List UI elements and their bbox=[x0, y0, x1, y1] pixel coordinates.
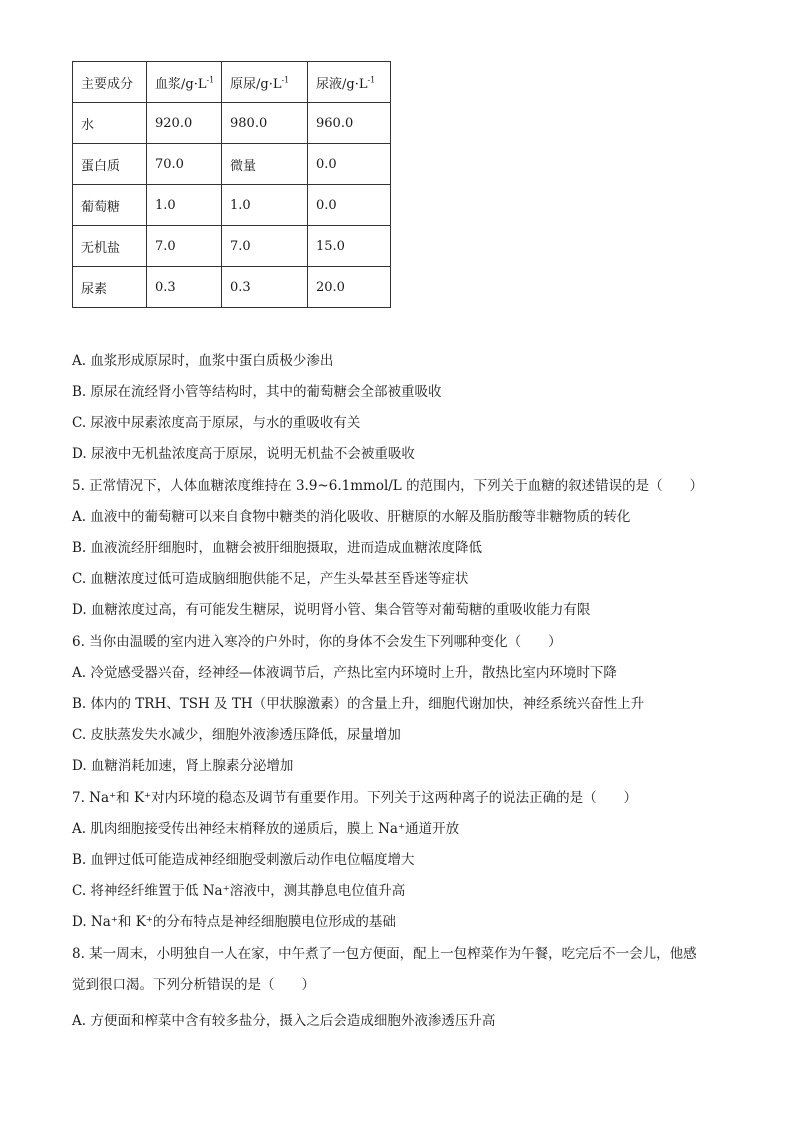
option-line: D. 尿液中无机盐浓度高于原尿，说明无机盐不会被重吸收 bbox=[72, 446, 415, 462]
question-stem: 5. 正常情况下，人体血糖浓度维持在 3.9~6.1mmol/L 的范围内，下列关于血糖的叙述错误的是（ ） bbox=[72, 478, 704, 494]
table-cell: 无机盐 bbox=[73, 226, 147, 267]
header-cell: 原尿$/g\cdot L^{-1}$ bbox=[222, 62, 308, 103]
question-stem-continued: 觉到很口渴。下列分析错误的是（ ） bbox=[72, 977, 315, 993]
table-cell: 0.0 bbox=[308, 185, 391, 226]
question-stem: 7. Na⁺和 K⁺对内环境的稳态及调节有重要作用。下列关于这两种离子的说法正确的是（ ） bbox=[72, 790, 638, 806]
option-line: C. 血糖浓度过低可造成脑细胞供能不足，产生头晕甚至昏迷等症状 bbox=[72, 571, 469, 587]
table-cell: 70.0 bbox=[147, 144, 222, 185]
table-cell: 7.0 bbox=[147, 226, 222, 267]
table-cell: 960.0 bbox=[308, 103, 391, 144]
option-line: C. 将神经纤维置于低 Na⁺溶液中，测其静息电位值升高 bbox=[72, 883, 406, 899]
option-line: A. 方便面和榨菜中含有较多盐分，摄入之后会造成细胞外液渗透压升高 bbox=[72, 1013, 496, 1029]
table-cell: 尿素 bbox=[73, 267, 147, 308]
option-line: A. 冷觉感受器兴奋，经神经—体液调节后，产热比室内环境时上升，散热比室内环境时下降 bbox=[72, 665, 617, 681]
header-cell: 主要成分 bbox=[73, 62, 147, 103]
option-line: A. 血液中的葡萄糖可以来自食物中糖类的消化吸收、肝糖原的水解及脂肪酸等非糖物质的转化 bbox=[72, 509, 631, 525]
option-line: B. 体内的 TRH、TSH 及 TH（甲状腺激素）的含量上升，细胞代谢加快，神经系统兴奋性上升 bbox=[72, 696, 645, 712]
option-line: A. 肌肉细胞接受传出神经末梢释放的递质后，膜上 Na⁺通道开放 bbox=[72, 821, 460, 837]
question-stem: 8. 某一周末，小明独自一人在家，中午煮了一包方便面，配上一包榨菜作为午餐，吃完后不一会儿，他感 bbox=[72, 946, 697, 962]
option-line: D. 血糖消耗加速，肾上腺素分泌增加 bbox=[72, 758, 294, 774]
table-cell: 水 bbox=[73, 103, 147, 144]
table-cell: 20.0 bbox=[308, 267, 391, 308]
table-cell: 0.3 bbox=[222, 267, 308, 308]
table-cell: 1.0 bbox=[147, 185, 222, 226]
composition-table-wrapper bbox=[72, 61, 391, 308]
option-line: B. 原尿在流经肾小管等结构时，其中的葡萄糖会全部被重吸收 bbox=[72, 384, 442, 400]
question-stem: 6. 当你由温暖的室内进入寒冷的户外时，你的身体不会发生下列哪种变化（ ） bbox=[72, 634, 562, 650]
table-row bbox=[73, 103, 391, 144]
table-cell: 葡萄糖 bbox=[73, 185, 147, 226]
option-line: B. 血液流经肝细胞时，血糖会被肝细胞摄取，进而造成血糖浓度降低 bbox=[72, 540, 483, 556]
table-cell: 920.0 bbox=[147, 103, 222, 144]
option-line: D. 血糖浓度过高，有可能发生糖尿，说明肾小管、集合管等对葡萄糖的重吸收能力有限 bbox=[72, 602, 591, 618]
table-cell: 0.0 bbox=[308, 144, 391, 185]
table-cell: 980.0 bbox=[222, 103, 308, 144]
table-cell: 0.3 bbox=[147, 267, 222, 308]
table-row bbox=[73, 267, 391, 308]
table-cell: 7.0 bbox=[222, 226, 308, 267]
option-line: B. 血钾过低可能造成神经细胞受刺激后动作电位幅度增大 bbox=[72, 852, 415, 868]
table-cell: 蛋白质 bbox=[73, 144, 147, 185]
table-row bbox=[73, 185, 391, 226]
table-header-row bbox=[73, 62, 391, 103]
composition-table bbox=[72, 61, 391, 308]
table-cell: 微量 bbox=[222, 144, 308, 185]
table-row bbox=[73, 226, 391, 267]
option-line: D. Na⁺和 K⁺的分布特点是神经细胞膜电位形成的基础 bbox=[72, 914, 396, 930]
option-line: A. 血浆形成原尿时，血浆中蛋白质极少渗出 bbox=[72, 353, 334, 369]
table-cell: 1.0 bbox=[222, 185, 308, 226]
table-cell: 15.0 bbox=[308, 226, 391, 267]
option-line: C. 皮肤蒸发失水减少，细胞外液渗透压降低，尿量增加 bbox=[72, 727, 401, 743]
option-line: C. 尿液中尿素浓度高于原尿，与水的重吸收有关 bbox=[72, 415, 361, 431]
header-cell: 血浆$/g\cdot L^{-1}$ bbox=[147, 62, 222, 103]
table-row bbox=[73, 144, 391, 185]
header-cell: 尿液$/g\cdot L^{-1}$ bbox=[308, 62, 391, 103]
